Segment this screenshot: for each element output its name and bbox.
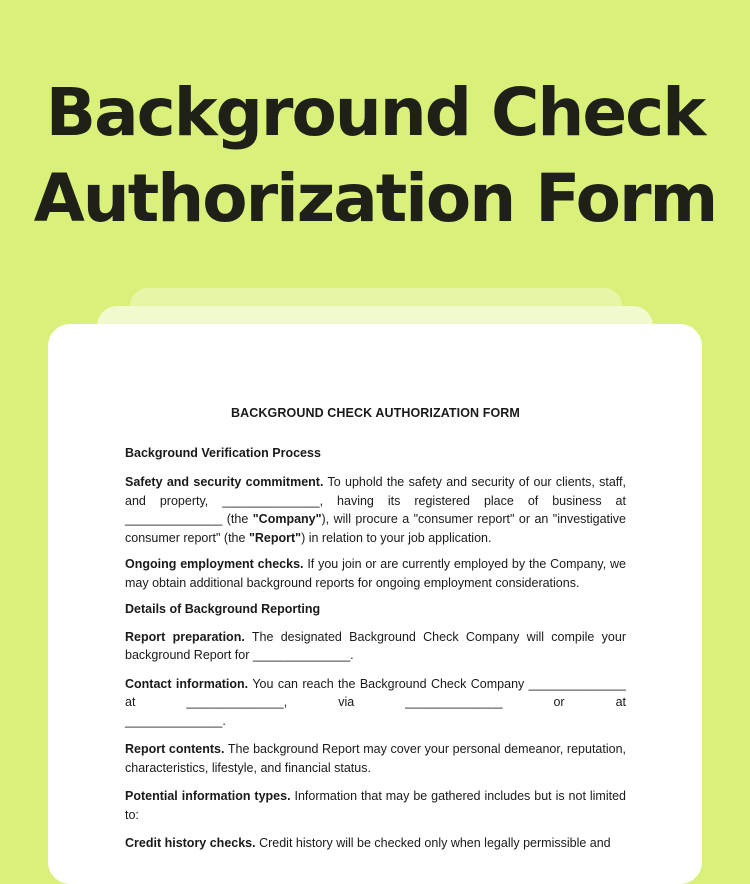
paragraph-text: The designated Background Check Company will compile your background Report for ______________. [125, 629, 626, 662]
paragraph-text: The background Report may cover your personal demeanor, reputation, characteristics, lifestyle, and financial status. [125, 742, 627, 775]
paragraph-information-types [125, 787, 626, 824]
paragraph-credit-history [125, 834, 626, 853]
paragraph-lead: Credit history checks. [125, 836, 256, 850]
paragraph-lead: Safety and security commitment. [125, 475, 324, 489]
paragraph-safety [125, 473, 626, 547]
paragraph-text: Credit history will be checked only when legally permissible and [255, 836, 611, 850]
paragraph-text: If you join or are currently employed by the Company, we may obtain additional background reports for ongoing employment considerations. [125, 557, 626, 590]
paragraph-report-preparation [125, 628, 626, 665]
section-heading-details: Details of Background Reporting [125, 602, 321, 616]
hero-title [0, 70, 750, 242]
paragraph-text: ), will procure a "consumer report" or an "investigative consumer report" (the [125, 512, 626, 545]
paragraph-ongoing-checks [125, 555, 626, 592]
paragraph-lead: Report contents. [125, 742, 225, 756]
paragraph-lead: Potential information types. [125, 789, 291, 803]
hero-title-line2: Authorization Form [33, 160, 717, 237]
contact-line [125, 675, 626, 712]
section-heading-verification: Background Verification Process [125, 445, 321, 460]
document-title: BACKGROUND CHECK AUTHORIZATION FORM [231, 406, 520, 420]
paragraph-text: ) in relation to your job application. [301, 530, 492, 545]
paragraph-contact-information [125, 675, 626, 731]
paragraph-text: ______________. [125, 713, 226, 728]
document-body [125, 404, 626, 861]
defined-term-company: "Company" [252, 512, 322, 526]
paragraph-text: Information that may be gathered includes but is not limited to: [125, 789, 626, 822]
hero-title-line1: Background Check [45, 74, 705, 151]
paragraph-report-contents [125, 740, 626, 777]
paragraph-lead: Ongoing employment checks. [125, 557, 304, 571]
defined-term-report: "Report" [248, 530, 302, 545]
paragraph-lead: Report preparation. [125, 629, 245, 644]
paragraph-lead: Contact information. [125, 676, 249, 691]
paragraph-text: You can reach the Background Check Company ______________ at ______________, via ______________ or at [125, 676, 627, 709]
paragraph-text: To uphold the safety and security of our clients, staff, and property, ______________, having its registered place of business at ______________ (the [125, 475, 626, 526]
